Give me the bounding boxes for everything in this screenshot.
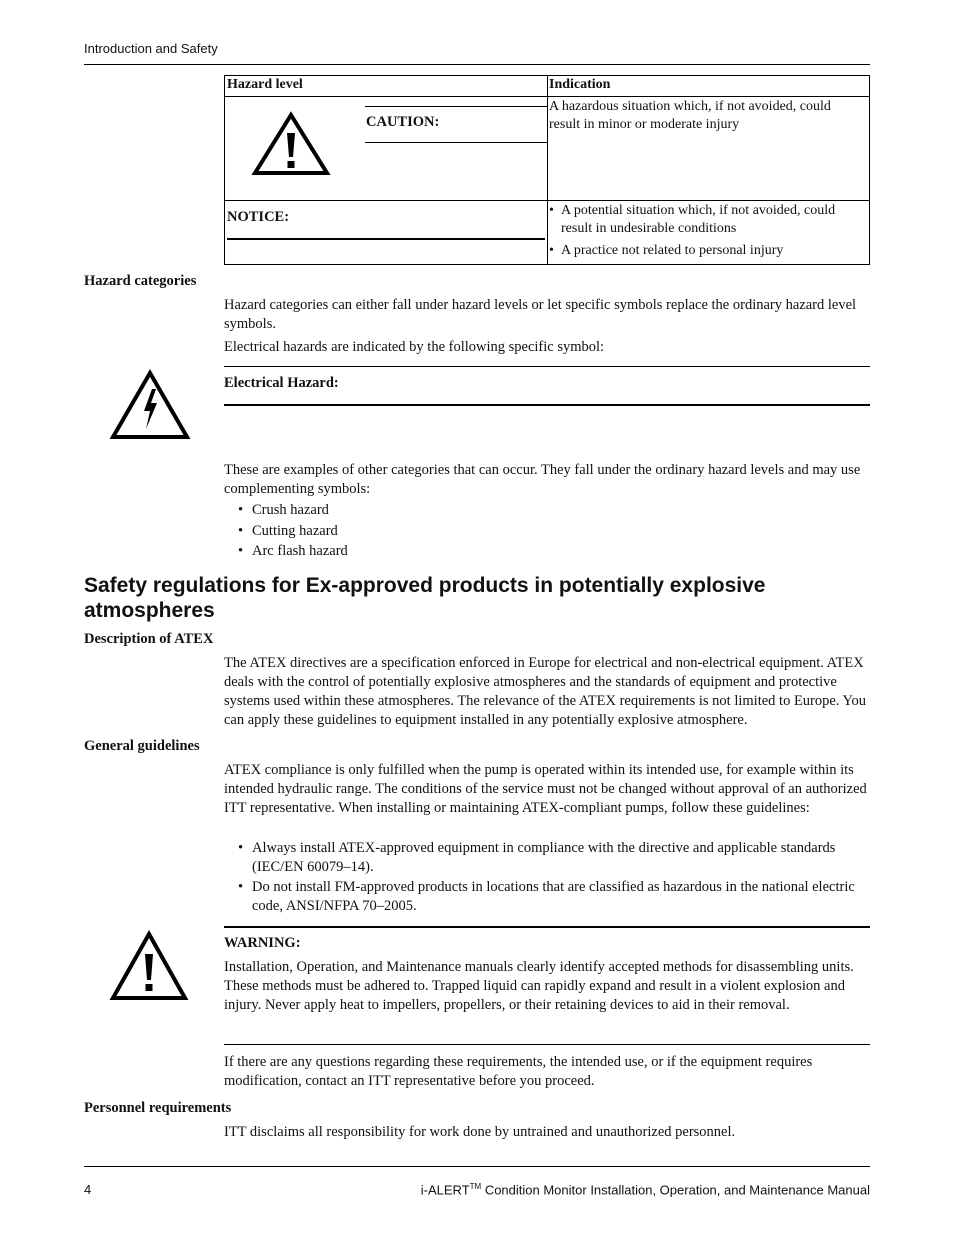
table-header-rule <box>225 96 869 97</box>
section-title: Safety regulations for Ex-approved products in potentially explosive atmospheres <box>84 574 766 622</box>
bullet-dot: • <box>238 879 244 895</box>
bullet-dot: • <box>238 502 244 518</box>
table-header-indication: Indication <box>549 77 611 92</box>
running-header: Introduction and Safety <box>84 41 218 56</box>
caution-indication-text: A hazardous situation which, if not avoided, could result in minor or moderate injury <box>549 99 831 132</box>
electrical-hazard-label: Electrical Hazard: <box>224 375 339 391</box>
page-number: 4 <box>84 1182 92 1197</box>
notice-bullet-1: • A potential situation which, if not avoided, could result in undesirable conditions <box>549 203 836 236</box>
caution-top-rule <box>365 106 547 107</box>
bullet-dot: • <box>238 523 244 539</box>
notice-bullet-2: • A practice not related to personal injury <box>549 243 784 258</box>
warning-triangle-icon <box>109 930 189 1002</box>
bullet-dot: • <box>238 543 244 559</box>
guidelines-paragraph: ATEX compliance is only fulfilled when the pump is operated within its intended use, for example within its intended hydraulic range. The conditions of the service must not be changed without approval of an authorized ITT representative. When installing or maintaining ATEX-compliant pumps, follow these guidelines: <box>224 762 867 816</box>
bullet-dot: • <box>549 243 554 258</box>
caution-warning-triangle-icon <box>251 111 331 177</box>
notice-rule <box>227 238 545 240</box>
hazard-categories-paragraph: Hazard categories can either fall under hazard levels or let specific symbols replace the ordinary hazard level symbols. <box>224 297 857 332</box>
table-header-hazard-level: Hazard level <box>227 77 303 92</box>
list-item: • Crush hazard <box>238 502 329 518</box>
electrical-hazard-icon <box>109 369 191 441</box>
notice-label: NOTICE: <box>227 209 290 225</box>
guidelines-heading: General guidelines <box>84 738 200 754</box>
footer-manual-title: i-ALERT™ Condition Monitor Installation, Operation, and Maintenance Manual <box>420 1182 870 1198</box>
electrical-top-rule <box>224 366 870 367</box>
caution-bottom-rule <box>365 142 547 143</box>
hazard-level-table <box>224 75 870 265</box>
header-rule <box>84 64 870 65</box>
list-item: • Arc flash hazard <box>238 543 348 559</box>
atex-heading: Description of ATEX <box>84 631 214 647</box>
table-row-rule <box>225 200 869 201</box>
list-item: • Do not install FM-approved products in locations that are classified as hazardous in the national electric code, ANSI/NFPA 70–2005. <box>238 879 855 914</box>
list-item: • Always install ATEX-approved equipment in compliance with the directive and applicable standards (IEC/EN 60079–14). <box>238 840 836 875</box>
table-column-divider <box>547 76 548 264</box>
atex-paragraph: The ATEX directives are a specification enforced in Europe for electrical and non-electrical equipment. ATEX deals with the control of potentially explosive atmospheres and the standards of equipment and protective systems used within these atmospheres. The relevance of the ATEX requirements is not limited to Europe. You can apply these guidelines to equipment installed in any potentially explosive atmosphere. <box>224 655 867 728</box>
electrical-intro-paragraph: Electrical hazards are indicated by the following specific symbol: <box>224 339 605 355</box>
warning-text: Installation, Operation, and Maintenance manuals clearly identify accepted methods for disassembling units. These methods must be adhered to. Trapped liquid can rapidly expand and result in a violent explosion and injury. Never apply heat to impellers, propellers, or their retaining devices to aid in their removal. <box>224 959 854 1013</box>
caution-label: CAUTION: <box>366 114 440 130</box>
personnel-heading: Personnel requirements <box>84 1100 232 1116</box>
warning-label: WARNING: <box>224 935 301 951</box>
warning-top-rule <box>224 926 870 928</box>
questions-paragraph: If there are any questions regarding these requirements, the intended use, or if the equipment requires modification, contact an ITT representative before you proceed. <box>224 1054 813 1089</box>
warning-bottom-rule <box>224 1044 870 1045</box>
list-item: • Cutting hazard <box>238 523 338 539</box>
footer-rule <box>84 1166 870 1167</box>
bullet-dot: • <box>549 203 554 218</box>
bullet-dot: • <box>238 840 244 856</box>
hazard-categories-heading: Hazard categories <box>84 273 197 289</box>
other-categories-paragraph: These are examples of other categories that can occur. They fall under the ordinary hazard levels and may use complementing symbols: <box>224 462 861 497</box>
electrical-bottom-rule <box>224 404 870 406</box>
personnel-paragraph: ITT disclaims all responsibility for work done by untrained and unauthorized personnel. <box>224 1124 736 1140</box>
